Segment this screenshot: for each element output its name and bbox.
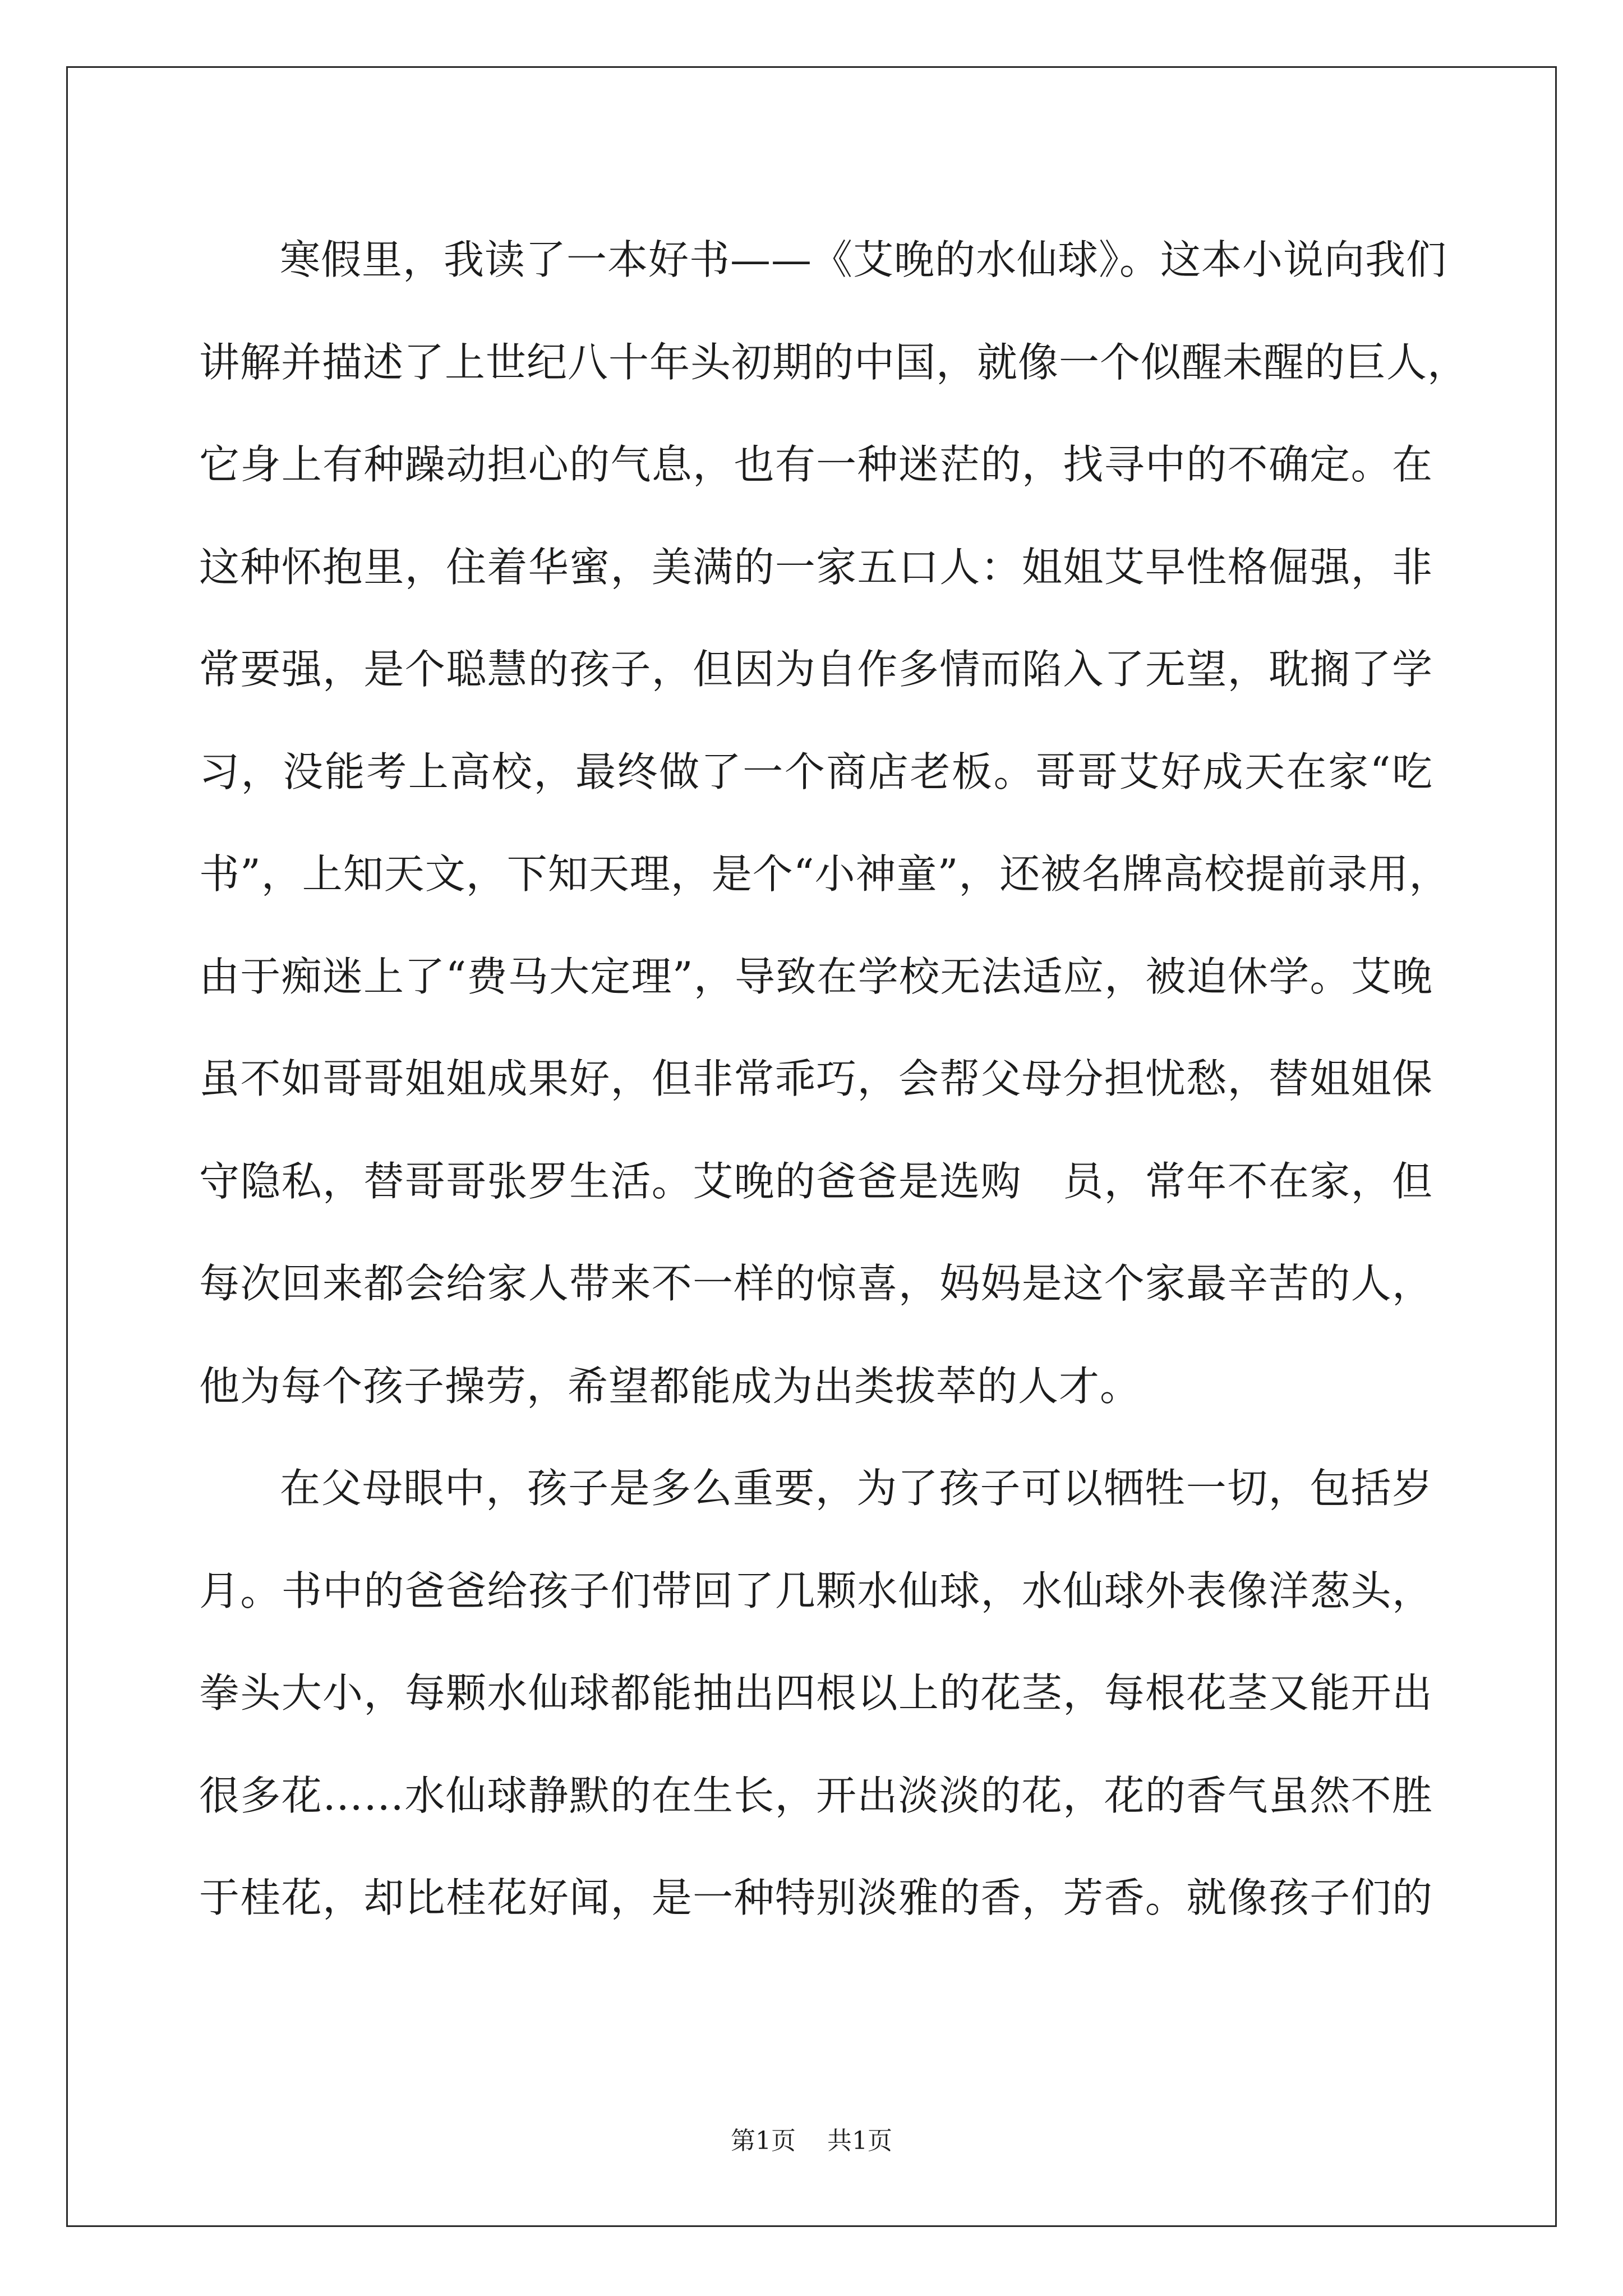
paragraph-1 <box>199 209 1469 1437</box>
text-line: 书”，上知天文，下知天理，是个“小神童”，还被名牌高校提前录用， <box>199 850 1450 898</box>
text-line: 拳头大小，每颗水仙球都能抽出四根以上的花茎，每根花茎又能开出 <box>199 1669 1433 1717</box>
page-footer <box>0 2120 1623 2156</box>
text-line: 讲解并描述了上世纪八十年头初期的中国，就像一个似醒未醒的巨人， <box>199 338 1469 386</box>
text-line: 由于痴迷上了“费马大定理”，导致在学校无法适应，被迫休学。艾晚 <box>199 953 1433 1000</box>
page-number: 第1页 <box>731 2127 796 2155</box>
text-line: 他为每个孩子操劳，希望都能成为出类拔萃的人才。 <box>199 1362 1141 1410</box>
text-line: 这种怀抱里，住着华蜜，美满的一家五口人：姐姐艾早性格倔强，非 <box>199 543 1433 591</box>
text-line: 常要强，是个聪慧的孩子，但因为自作多情而陷入了无望，耽搁了学 <box>199 646 1433 693</box>
page-total: 共1页 <box>827 2127 892 2155</box>
text-line: 寒假里，我读了一本好书——《艾晚的水仙球》。这本小说向我们 <box>280 236 1447 283</box>
document-body <box>199 209 1469 1949</box>
text-line: 虽不如哥哥姐姐成果好，但非常乖巧，会帮父母分担忧愁，替姐姐保 <box>199 1055 1433 1102</box>
text-line: 守隐私，替哥哥张罗生活。艾晚的爸爸是选购 员，常年不在家，但 <box>199 1157 1433 1205</box>
text-line: 于桂花，却比桂花好闻，是一种特别淡雅的香，芳香。就像孩子们的 <box>199 1874 1433 1921</box>
text-line: 很多花……水仙球静默的在生长，开出淡淡的花，花的香气虽然不胜 <box>199 1772 1433 1819</box>
text-line: 月。书中的爸爸给孩子们带回了几颗水仙球，水仙球外表像洋葱头， <box>199 1567 1433 1614</box>
text-line: 在父母眼中，孩子是多么重要，为了孩子可以牺牲一切，包括岁 <box>280 1465 1433 1512</box>
text-line: 它身上有种躁动担心的气息，也有一种迷茫的，找寻中的不确定。在 <box>199 441 1433 488</box>
paragraph-2 <box>199 1437 1433 1949</box>
text-line: 习，没能考上高校，最终做了一个商店老板。哥哥艾好成天在家“吃 <box>199 748 1433 795</box>
text-line: 每次回来都会给家人带来不一样的惊喜，妈妈是这个家最辛苦的人， <box>199 1260 1433 1307</box>
